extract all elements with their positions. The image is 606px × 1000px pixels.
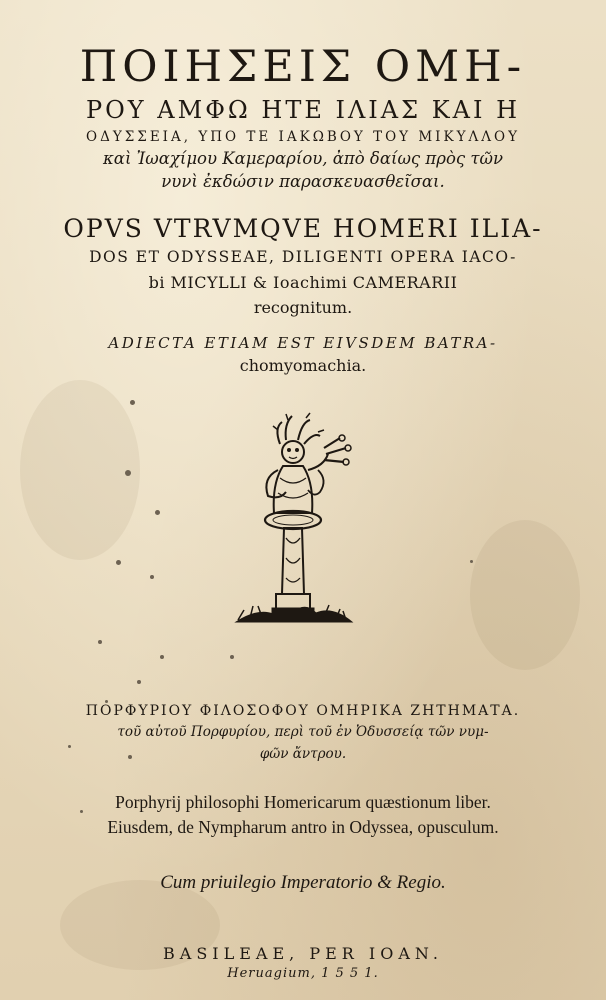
- paper-stain: [20, 380, 140, 560]
- porphyry-greek-line-2: τοῦ αὐτοῦ Πορφυρίου, περὶ τοῦ ἐν Ὀδυσσείᾳ τῶν νυμ-: [117, 724, 489, 740]
- wormhole: [230, 655, 234, 659]
- wormhole: [155, 510, 160, 515]
- porphyry-greek-title: ΠΟΡΦΥΡΙΟΥ ΦΙΛΟΣΟΦΟΥ ΟΜΗΡΙΚΑ ΖΗΤΗΜΑΤΑ.: [85, 703, 521, 719]
- latin-title-line-3: bi MICYLLI & Ioachimi CAMERARII: [148, 273, 458, 292]
- wormhole: [150, 575, 154, 579]
- wormhole: [137, 680, 141, 684]
- latin-title-line-1: OPVS VTRVMQVE HOMERI ILIA-: [63, 214, 543, 243]
- wormhole: [160, 655, 164, 659]
- privilege-line: Cum priuilegio Imperatorio & Regio.: [160, 872, 446, 893]
- latin-title-line-4: recognitum.: [253, 298, 353, 317]
- wormhole: [125, 470, 131, 476]
- latin-title-line-2: DOS ET ODYSSEAE, DILIGENTI OPERA IACO-: [89, 248, 517, 266]
- wormhole: [98, 640, 102, 644]
- imprint-line-2: Heruagium, 1 5 5 1.: [227, 966, 379, 981]
- greek-title-line-1: ΠΟΙΗΣΕΙΣ ΟΜΗ-: [79, 42, 527, 92]
- porphyry-latin-line-2: Eiusdem, de Nympharum antro in Odyssea, opusculum.: [107, 817, 499, 837]
- wormhole: [470, 560, 473, 563]
- greek-title-line-4: καὶ Ἰωαχίμου Καμεραρίου, ἀπὸ δαίως πρὸς τῶν: [102, 149, 503, 168]
- wormhole: [130, 400, 135, 405]
- wormhole: [116, 560, 121, 565]
- porphyry-greek-line-3: φῶν ἄντρου.: [259, 746, 347, 762]
- imprint-line-1: BASILEAE, PER IOAN.: [163, 944, 443, 963]
- printers-device-woodcut: [228, 408, 358, 632]
- porphyry-latin-line-1: Porphyrij philosophi Homericarum quæstionum liber.: [115, 792, 491, 812]
- greek-title-line-2: ΡΟΥ ΑΜΦΩ ΗΤΕ ΙΛΙΑΣ ΚΑΙ Η: [85, 96, 520, 124]
- adiecta-line-2: chomyomachia.: [239, 356, 367, 375]
- paper-stain: [470, 520, 580, 670]
- adiecta-line-1: ADIECTA ETIAM EST EIVSDEM BATRA-: [108, 334, 498, 352]
- greek-title-line-5: νυνὶ ἐκδώσιν παρασκευασθεῖσαι.: [161, 172, 445, 191]
- greek-title-line-3: ΟΔΥΣΣΕΙΑ, ΥΠΟ ΤΕ ΙΑΚΩΒΟΥ ΤΟΥ ΜΙΚΥΛΛΟΥ: [86, 129, 520, 145]
